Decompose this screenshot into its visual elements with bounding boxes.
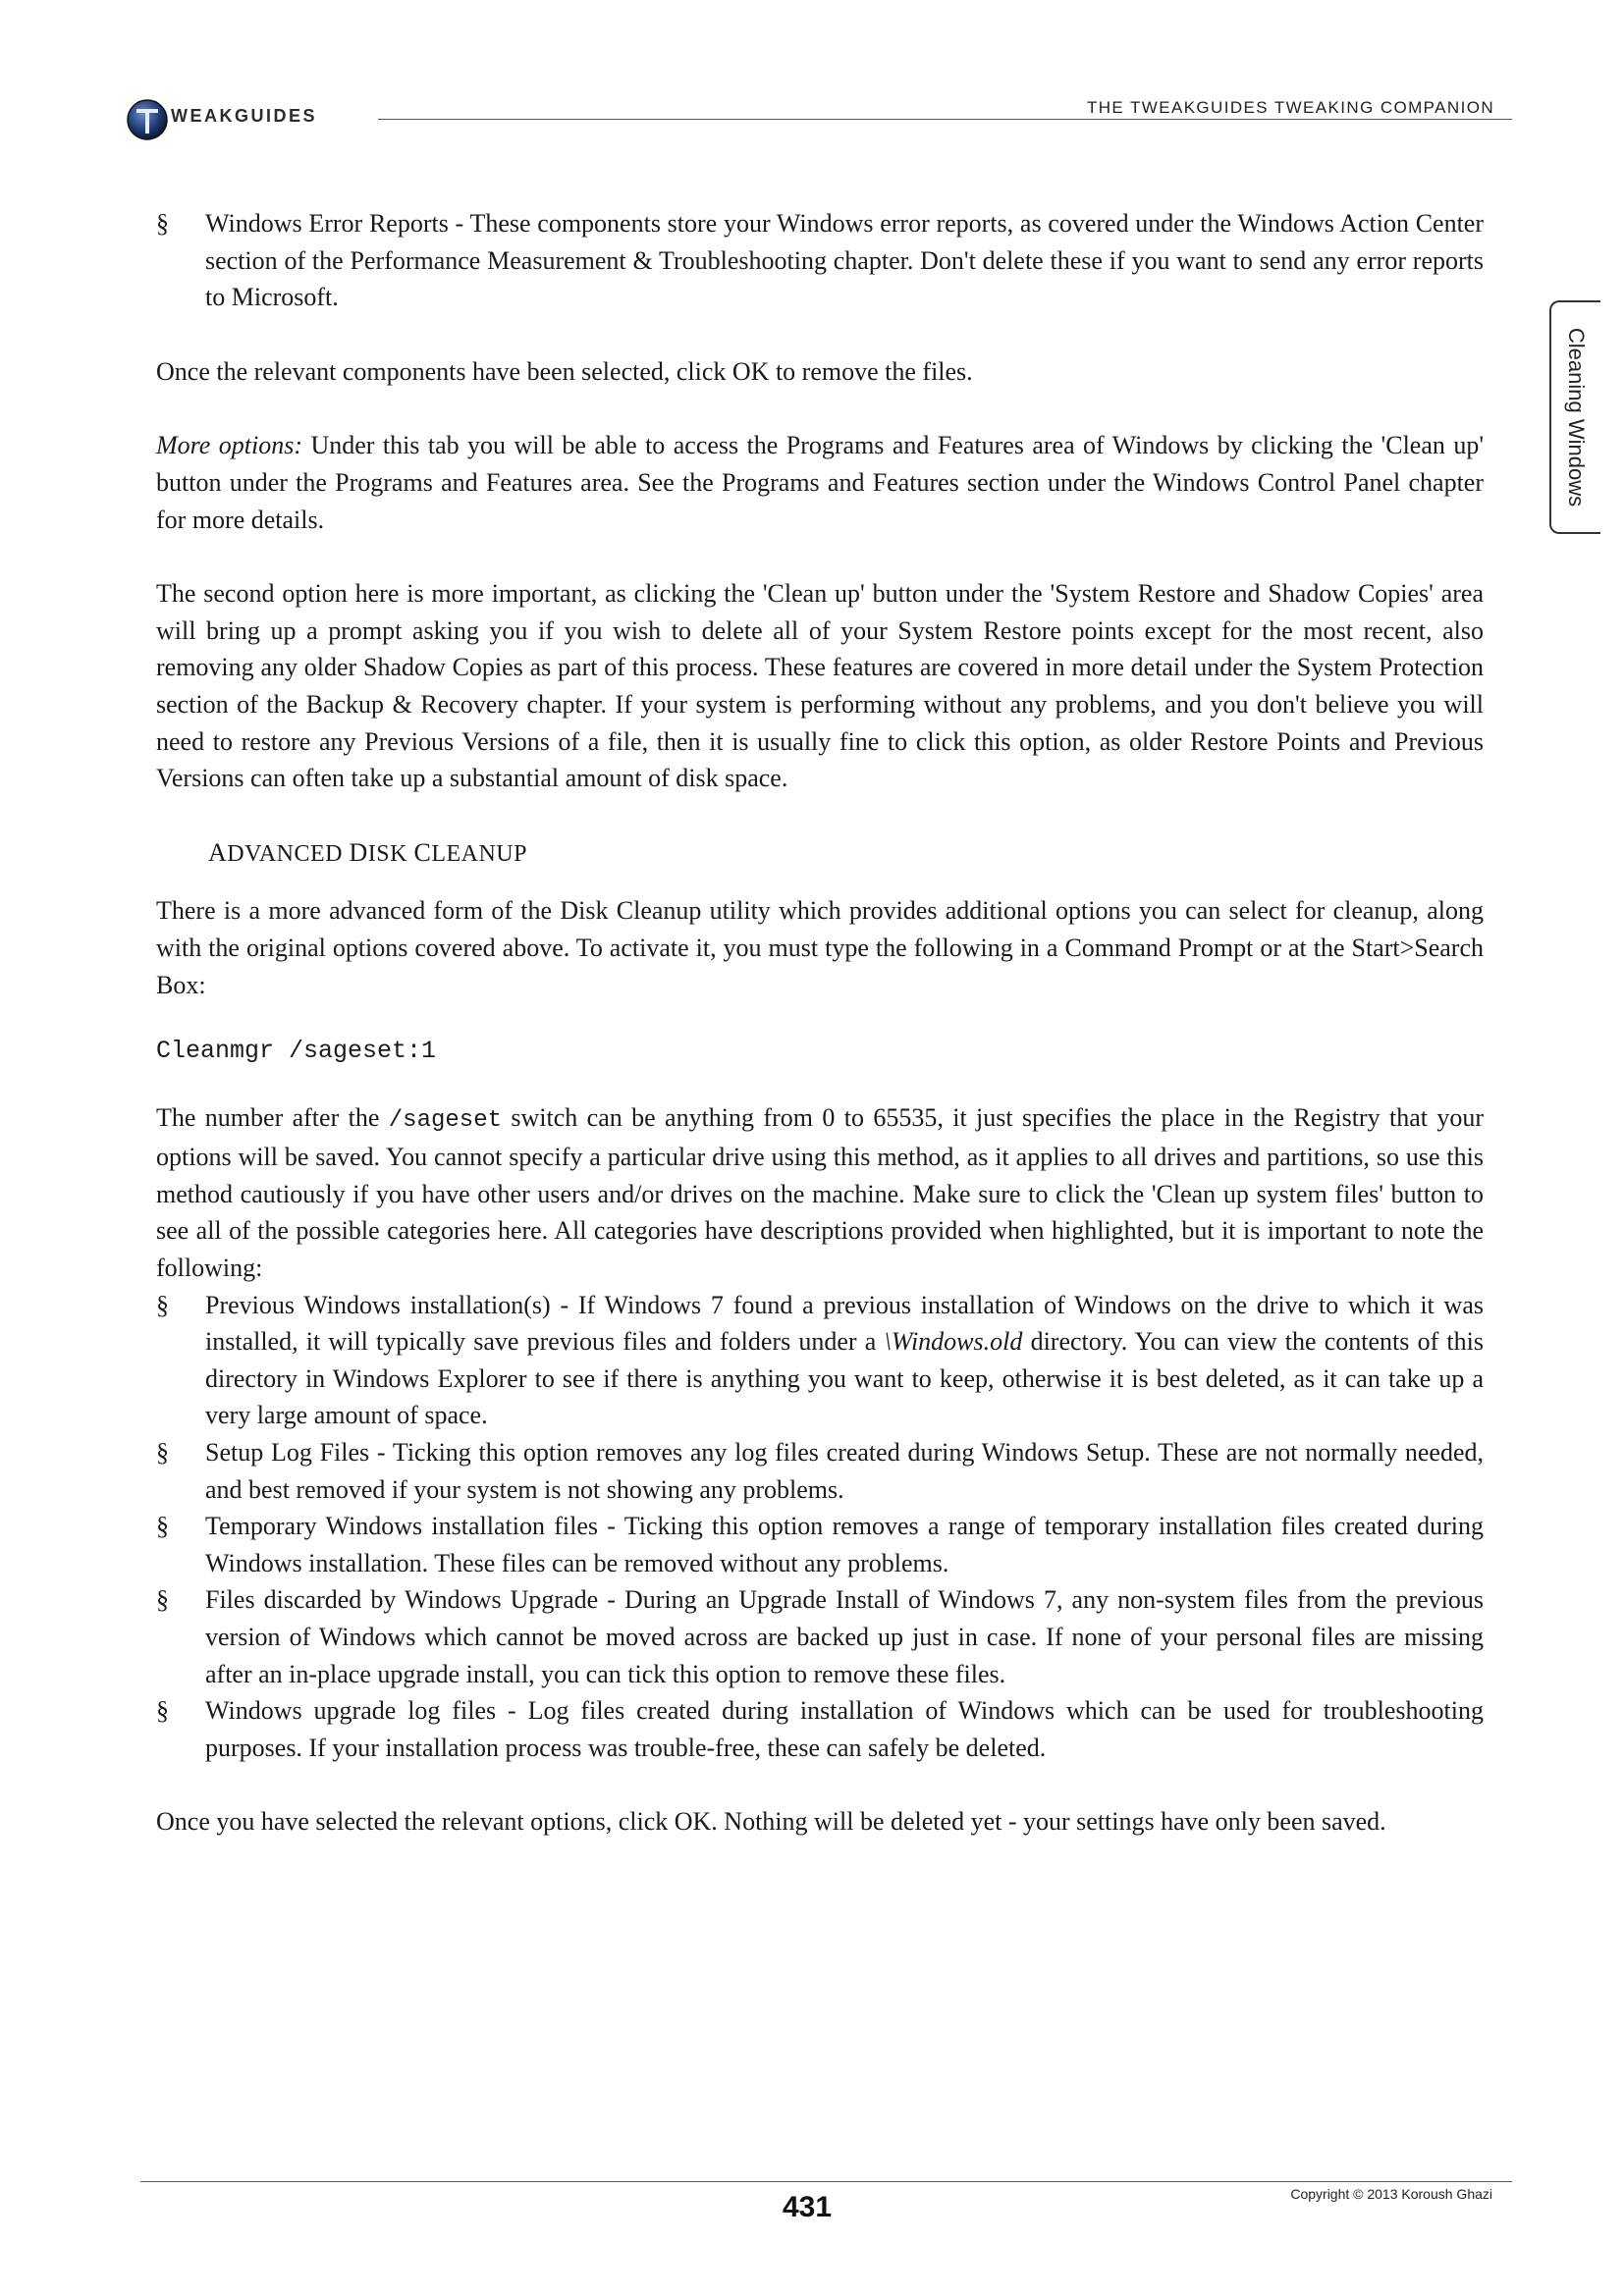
chapter-side-tab <box>1549 300 1600 534</box>
bullet-mark: § <box>156 1585 169 1615</box>
heading-smallcaps: DVANCED <box>227 840 344 867</box>
list-item-text: Temporary Windows installation files - Ticking this option removes a range of temporary installation files created during Windows installation. These files can be removed without any problems. <box>205 1512 1484 1577</box>
header-title: THE TWEAKGUIDES TWEAKING COMPANION <box>1086 98 1494 117</box>
list-item-text: Previous Windows installation(s) - If Windows 7 found a previous installation of Windows on the drive to which it was installed, it will typically save previous files and folders under a <box>205 1290 1484 1357</box>
bullet-list-categories <box>156 1287 1484 1767</box>
list-item-text: Windows Error Reports - These components store your Windows error reports, as covered under the Windows Action Center section of the Performance Measurement & Troubleshooting chapter. Don't delete these if you want to send any error reports to Microsoft. <box>205 209 1484 312</box>
paragraph-once-selected: Once the relevant components have been selected, click OK to remove the files. <box>156 356 973 386</box>
list-item <box>156 205 1484 316</box>
heading-smallcaps: ISK <box>367 840 407 867</box>
heading-initial: C <box>413 837 432 867</box>
bullet-mark: § <box>156 209 169 238</box>
heading-smallcaps: LEANUP <box>431 840 527 867</box>
windows-old-path: \Windows.old <box>884 1327 1023 1357</box>
list-item-text: directory. You can view the contents of this directory in Windows Explorer to see if there is anything you want to keep, otherwise it is best deleted, as it can take up a very large amount of space. <box>205 1327 1484 1430</box>
command-line: Cleanmgr /sageset:1 <box>156 1037 437 1066</box>
sageset-switch: /sageset <box>388 1106 502 1134</box>
list-item <box>156 1692 1484 1766</box>
logo-text: WEAKGUIDES <box>171 106 318 126</box>
bullet-mark: § <box>156 1696 169 1726</box>
list-item <box>156 1581 1484 1692</box>
text-run: switch can be anything from 0 to 65535, it just specifies the place in the Registry that your options will be saved. You cannot specify a particular drive using this method, as it applies to all drives and partitions, so use this method cautiously if you have other users and/or drives on the machine. Make sure to click the 'Clean up system files' button to see all of the possible categories here. All categories have descriptions provided when highlighted, but it is important to note the following: <box>156 1102 1485 1283</box>
bullet-mark: § <box>156 1290 169 1319</box>
list-item-text: Files discarded by Windows Upgrade - During an Upgrade Install of Windows 7, any non-system files from the previous version of Windows which cannot be moved across are backed up just in case. If none of your personal files are missing after an in-place upgrade install, you can tick this option to remove these files. <box>205 1585 1484 1688</box>
paragraph-more-options <box>156 427 1484 538</box>
logo-globe-icon <box>126 96 169 143</box>
bullet-list-error-reports <box>156 205 1484 316</box>
tweakguides-logo <box>126 96 361 143</box>
section-heading-advanced-disk-cleanup <box>208 834 1484 874</box>
list-item <box>156 1287 1484 1434</box>
heading-initial: A <box>208 837 228 867</box>
list-item-text: Setup Log Files - Ticking this option removes any log files created during Windows Setup. These are not normally needed, and best removed if your system is not showing any problems. <box>205 1438 1484 1504</box>
paragraph-advanced: There is a more advanced form of the Disk Cleanup utility which provides additional options you can select for cleanup, along with the original options covered above. To activate it, you must type the following in a Command Prompt or at the Start>Search Box: <box>156 896 1484 999</box>
footer-rule <box>140 2181 1512 2182</box>
header-rule <box>378 119 1512 120</box>
more-options-text: Under this tab you will be able to access the Programs and Features area of Windows by clicking the 'Clean up' button under the Programs and Features area. See the Programs and Features section under the Windows Control Panel chapter for more details. <box>156 431 1484 534</box>
bullet-mark: § <box>156 1512 169 1541</box>
page-number: 431 <box>782 2191 833 2223</box>
list-item <box>156 1508 1484 1581</box>
copyright-notice: Copyright © 2013 Koroush Ghazi <box>1290 2186 1492 2202</box>
list-item <box>156 1434 1484 1508</box>
paragraph-second-option: The second option here is more important, as clicking the 'Clean up' button under the 'System Restore and Shadow Copies' area will bring up a prompt asking you if you wish to delete all of your System Restore points except for the most recent, also removing any older Shadow Copies as part of this process. These features are covered in more detail under the System Protection section of the Backup & Recovery chapter. If your system is performing without any problems, and you don't believe you will need to restore any Previous Versions of a file, then it is usually fine to click this option, as older Restore Points and Previous Versions can often take up a substantial amount of disk space. <box>156 579 1484 793</box>
chapter-side-tab-label: Cleaning Windows <box>1564 327 1589 507</box>
bullet-mark: § <box>156 1438 169 1468</box>
text-run: The number after the <box>156 1102 389 1132</box>
paragraph-final: Once you have selected the relevant options, click OK. Nothing will be deleted yet - your settings have only been saved. <box>156 1807 1386 1837</box>
more-options-label: More options: <box>156 431 303 460</box>
paragraph-sageset-number <box>156 1099 1484 1287</box>
list-item-text: Windows upgrade log files - Log files created during installation of Windows which can be used for troubleshooting purposes. If your installation process was trouble-free, these can safely be deleted. <box>205 1696 1484 1762</box>
heading-initial: D <box>349 837 368 867</box>
page-content <box>156 205 1484 1841</box>
